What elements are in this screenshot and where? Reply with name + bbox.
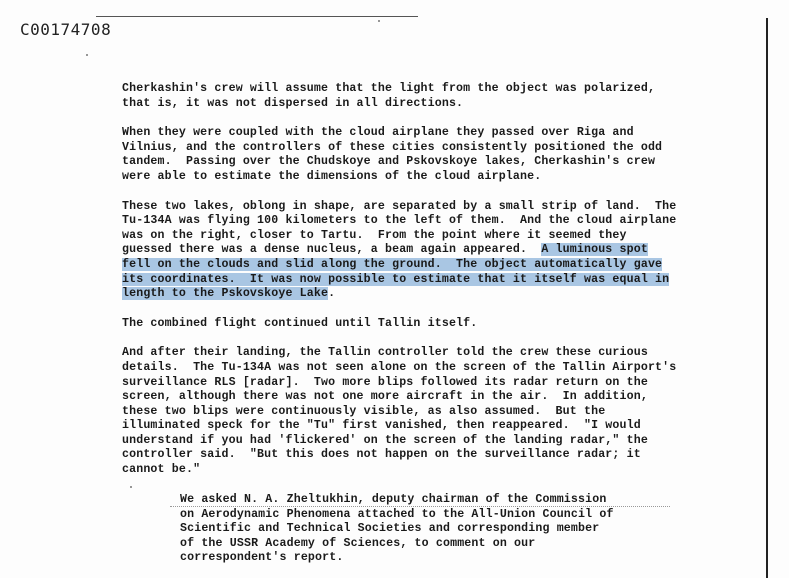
text-line: details. The Tu-134A was not seen alone on the screen of the Tallin Airport's (122, 360, 677, 374)
document-id: C00174708 (20, 20, 112, 39)
text-line (122, 287, 707, 302)
text-line: When they were coupled with the cloud airplane they passed over Riga and (122, 126, 634, 140)
text-line: The combined flight continued until Tallin itself. (122, 316, 478, 330)
text-line (122, 273, 707, 288)
text-line (122, 258, 707, 273)
text-line: these two blips were continuously visible, as also assumed. But the (122, 404, 606, 418)
text-line: Scientific and Technical Societies and corresponding member (180, 522, 600, 536)
text-line: Tu-134A was flying 100 kilometers to the left of them. And the cloud airplane (122, 214, 677, 228)
text-line: And after their landing, the Tallin controller told the crew these curious (122, 346, 648, 360)
text-line: tandem. Passing over the Chudskoye and Pskovskoye lakes, Cherkashin's crew (122, 155, 656, 169)
highlighted-text[interactable]: A luminous spot (541, 243, 648, 257)
text-line: of the USSR Academy of Sciences, to comment on our (180, 536, 536, 550)
right-margin-rule (766, 18, 768, 578)
highlighted-text[interactable]: length to the Pskovskoye Lake (122, 287, 329, 301)
plain-text: guessed there was a dense nucleus, a beam again appeared. (122, 243, 542, 257)
paragraph-1 (122, 82, 707, 111)
text-line: correspondent's report. (180, 551, 344, 565)
text-line: were able to estimate the dimensions of the cloud airplane. (122, 169, 542, 183)
text-line: We asked N. A. Zheltukhin, deputy chairman of the Commission (180, 493, 607, 506)
closing-paragraph (180, 493, 640, 566)
text-line: Vilnius, and the controllers of these cities consistently positioned the odd (122, 140, 663, 154)
paragraph-4 (122, 317, 707, 332)
text-line: illuminated speck for the "Tu" first vanished, then reappeared. "I would (122, 419, 641, 433)
text-line: was on the right, closer to Tartu. From the point where it seemed they (122, 228, 627, 242)
text-line: surveillance RLS [radar]. Two more blips followed its radar return on the (122, 375, 648, 389)
paragraph-3 (122, 200, 707, 302)
scan-speck (86, 54, 88, 56)
text-line: Cherkashin's crew will assume that the light from the object was polarized, (122, 82, 656, 95)
text-line: that is, it was not dispersed in all directions. (122, 96, 464, 110)
highlighted-text[interactable]: its coordinates. It was now possible to estimate that it itself was equal in (122, 272, 670, 286)
paragraph-5 (122, 346, 707, 477)
paragraph-2 (122, 126, 707, 184)
text-line: These two lakes, oblong in shape, are separated by a small strip of land. The (122, 199, 677, 213)
top-scan-rule (96, 16, 418, 17)
body-text (122, 82, 707, 493)
text-line: controller said. "But this does not happen on the surveillance radar; it (122, 448, 641, 462)
plain-text: . (328, 287, 336, 301)
highlighted-text[interactable]: fell on the clouds and slid along the ground. The object automatically gave (122, 257, 663, 271)
text-line (122, 243, 707, 258)
scan-speck (378, 20, 380, 22)
text-line: screen, although there was not one more aircraft in the air. In addition, (122, 390, 648, 404)
text-line: cannot be." (122, 463, 201, 477)
text-line: on Aerodynamic Phenomena attached to the All-Union Council of (180, 507, 614, 521)
text-line: understand if you had 'flickered' on the screen of the landing radar," the (122, 433, 648, 447)
